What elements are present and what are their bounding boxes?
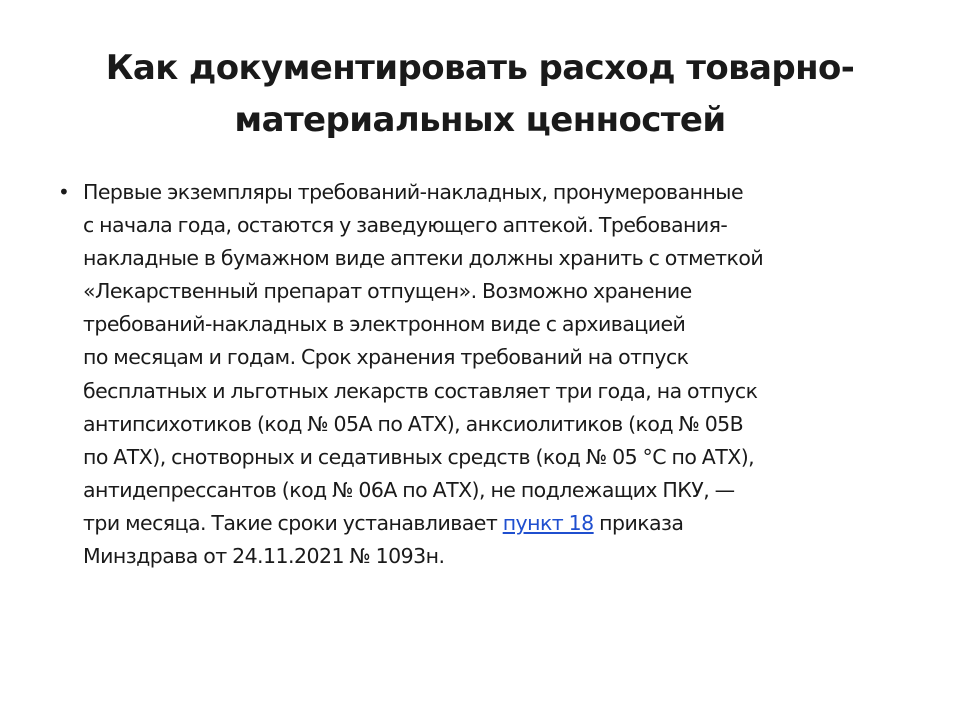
punkt-18-link[interactable]: пункт 18: [502, 510, 594, 535]
bullet-marker: •: [58, 180, 70, 204]
bullet-line-with-link: [83, 507, 908, 540]
bullet-line: по месяцам и годам. Срок хранения требований на отпуск: [83, 345, 689, 370]
bullet-line: Первые экземпляры требований-накладных, пронумерованные: [83, 180, 744, 204]
bullet-line: накладные в бумажном виде аптеки должны хранить с отметкой: [83, 246, 764, 271]
title-line-2: материальных ценностей: [234, 100, 726, 140]
bullet-line: Минздрава от 24.11.2021 № 1093н.: [83, 544, 445, 569]
bullet-text: [83, 176, 908, 573]
bullet-line: антидепрессантов (код № 06A по АТХ), не подлежащих ПКУ, —: [83, 477, 735, 502]
bullet-line: антипсихотиков (код № 05А по АТХ), анксиолитиков (код № 05B: [83, 411, 744, 436]
text-after-link: приказа: [593, 510, 684, 535]
bullet-line: «Лекарственный препарат отпущен». Возможно хранение: [83, 279, 692, 304]
bullet-item: [58, 176, 908, 573]
bullet-line: с начала года, остаются у заведующего аптекой. Требования-: [83, 213, 728, 238]
slide-content: [58, 176, 908, 573]
bullet-line: по АТХ), снотворных и седативных средств (код № 05 °C по АТХ),: [83, 444, 755, 469]
slide-title: [60, 42, 900, 146]
bullet-line: требований-накладных в электронном виде с архивацией: [83, 312, 686, 337]
text-before-link: три месяца. Такие сроки устанавливает: [83, 510, 503, 535]
title-line-1: Как документировать расход товарно-: [105, 48, 855, 88]
bullet-line: бесплатных и льготных лекарств составляет три года, на отпуск: [83, 378, 758, 403]
